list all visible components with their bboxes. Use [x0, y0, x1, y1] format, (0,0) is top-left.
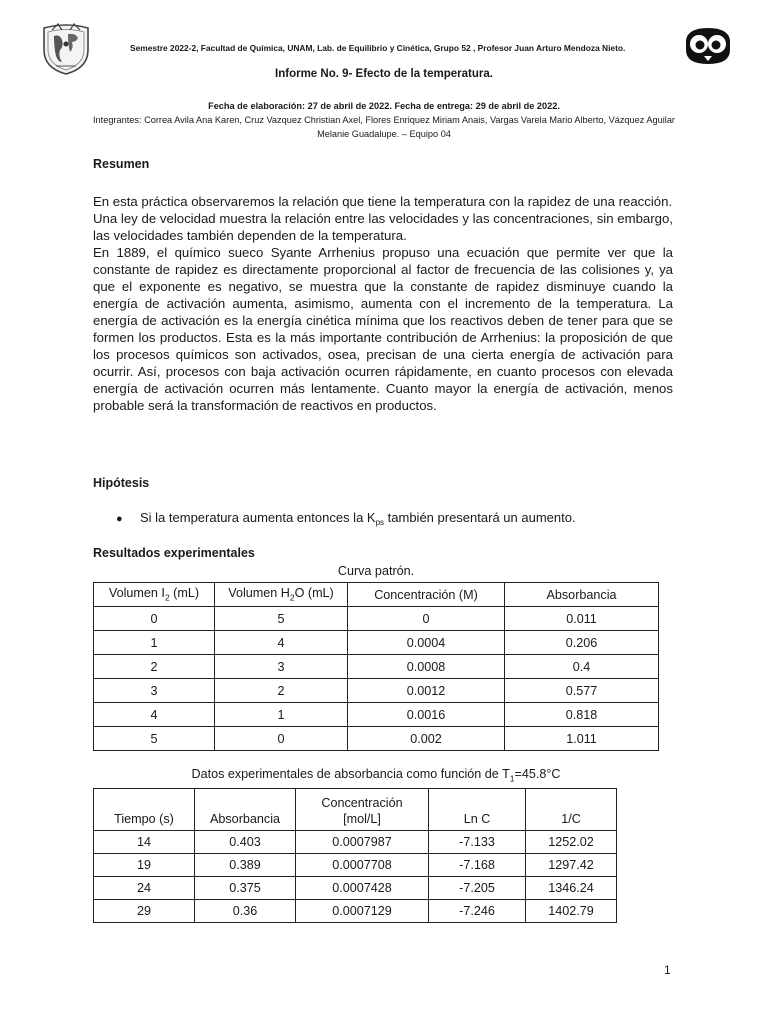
hipotesis-text-start: Si la temperatura aumenta entonces la: [140, 510, 367, 525]
column-header: Absorbancia: [195, 789, 296, 831]
table-cell: 4: [94, 703, 215, 727]
table-cell: 0.36: [195, 900, 296, 923]
column-header: Tiempo (s): [94, 789, 195, 831]
hipotesis-heading: Hipótesis: [93, 476, 150, 490]
table-cell: 0: [94, 607, 215, 631]
table-cell: 0.0007987: [296, 831, 429, 854]
table1-caption: Curva patrón.: [337, 564, 415, 578]
column-header: Absorbancia: [505, 583, 659, 607]
table-cell: 14: [94, 831, 195, 854]
table-cell: 3: [215, 655, 348, 679]
table2-caption: Datos experimentales de absorbancia como función de $T_1=45.8^\circ C$: [191, 767, 561, 784]
table-row: [94, 900, 617, 923]
hipotesis-item: [116, 510, 576, 527]
table-row: [94, 607, 659, 631]
kps-symbol: K: [366, 510, 376, 525]
table-cell: 0.002: [348, 727, 505, 751]
report-number: Informe No. 9: [275, 68, 349, 80]
table-cell: 1297.42: [526, 854, 617, 877]
column-header: Concentración (M): [348, 583, 505, 607]
table-cell: 0.0007428: [296, 877, 429, 900]
report-dates: Fecha de elaboración: 27 de abril de 2022. Fecha de entrega: 29 de abril de 2022.: [208, 101, 560, 111]
bullet-icon: ●: [116, 513, 123, 525]
table-cell: -7.246: [429, 900, 526, 923]
table-cell: 1: [94, 631, 215, 655]
table-cell: 0.0007708: [296, 854, 429, 877]
table-cell: 19: [94, 854, 195, 877]
table-cell: 0.577: [505, 679, 659, 703]
table-cell: 0.818: [505, 703, 659, 727]
column-header: Ln C: [429, 789, 526, 831]
table-cell: 0.0008: [348, 655, 505, 679]
table-cell: 0.0004: [348, 631, 505, 655]
table-cell: 0.0016: [348, 703, 505, 727]
hipotesis-text-end: también presentará un aumento.: [384, 510, 576, 525]
table-cell: 1402.79: [526, 900, 617, 923]
table-cell: 1.011: [505, 727, 659, 751]
resultados-heading: Resultados experimentales: [93, 546, 255, 560]
institution-header: Semestre 2022-2, Facultad de Química, UNAM, Lab. de Equilibrio y Cinética, Grupo 52 , Profesor Juan Arturo Mendoza Nieto.: [130, 43, 626, 53]
table-header-row: [94, 789, 617, 831]
table-cell: 2: [215, 679, 348, 703]
hipotesis-text: [140, 510, 576, 527]
column-header: Volumen $H_2O$ (mL): [215, 583, 348, 607]
table-cell: 24: [94, 877, 195, 900]
report-subject: - Efecto de la temperatura.: [348, 68, 493, 80]
table-row: [94, 727, 659, 751]
page-number: 1: [664, 963, 671, 977]
report-meta: [90, 99, 678, 141]
table-cell: 3: [94, 679, 215, 703]
table-cell: 0.011: [505, 607, 659, 631]
table-cell: 0: [215, 727, 348, 751]
resumen-paragraph: En esta práctica observaremos la relación que tiene la temperatura con la rapidez de una reacción.: [93, 194, 673, 209]
table-row: [94, 854, 617, 877]
resumen-paragraph: Una ley de velocidad muestra la relación entre las velocidades y las concentraciones, sin embargo, las velocidades también dependen de la temperatura.: [93, 211, 673, 243]
column-header: 1/C: [526, 789, 617, 831]
table-cell: -7.133: [429, 831, 526, 854]
table-cell: 0.0012: [348, 679, 505, 703]
table-row: [94, 631, 659, 655]
table-cell: 5: [215, 607, 348, 631]
resumen-body: [93, 193, 673, 414]
report-title: [0, 68, 768, 80]
table-row: [94, 877, 617, 900]
table-cell: 29: [94, 900, 195, 923]
table-cell: 0.389: [195, 854, 296, 877]
table-cell: -7.205: [429, 877, 526, 900]
table-cell: 0.375: [195, 877, 296, 900]
table-cell: 0.0007129: [296, 900, 429, 923]
table-cell: -7.168: [429, 854, 526, 877]
resumen-paragraph: En 1889, el químico sueco Syante Arrhenius propuso una ecuación que permite ver que la constante de rapidez es directamente proporcional al factor de frecuencia de las colisiones y, ya que el exponente es negativo, se muestra que la constante de rapidez disminuye cuando la energía de activación aumenta, asimismo, aumenta con el incremento de la temperatura. La energía de activación es la energía cinética mínima que los reactivos deben de tener para que se formen los productos. Esta es la más importante contribución de Arrhenius: la proposición de que los procesos químicos son activados, osea, precisan de una cierta energía de activación para ocurrir. Así, procesos con baja activación ocurren rápidamente, en cuanto procesos con elevada energía de activación ocurren más lentamente. Cuanto mayor la energía de activación, menos probable será la transformación de reactivos en productos.: [93, 245, 673, 413]
resumen-heading: Resumen: [93, 157, 150, 171]
curva-patron-table: [93, 582, 659, 751]
table-cell: 1: [215, 703, 348, 727]
table-cell: 4: [215, 631, 348, 655]
table-row: [94, 831, 617, 854]
owl-logo-icon: [682, 26, 734, 66]
table-cell: 1252.02: [526, 831, 617, 854]
column-header: Concentración [mol/L]: [296, 789, 429, 831]
table-row: [94, 679, 659, 703]
table-cell: 0: [348, 607, 505, 631]
table-cell: 1346.24: [526, 877, 617, 900]
absorbancia-table: [93, 788, 617, 923]
table-cell: 0.4: [505, 655, 659, 679]
column-header: Volumen $I_2$ (mL): [94, 583, 215, 607]
table-cell: 5: [94, 727, 215, 751]
table-row: [94, 655, 659, 679]
table-cell: 0.403: [195, 831, 296, 854]
table-cell: 2: [94, 655, 215, 679]
team-members: Integrantes: Correa Avila Ana Karen, Cruz Vazquez Christian Axel, Flores Enriquez Miriam Anais, Vargas Varela Mario Alberto, Vázquez Aguilar Melanie Guadalupe. – Equipo 04: [93, 115, 675, 139]
table-header-row: [94, 583, 659, 607]
kps-subscript: ps: [375, 518, 385, 527]
table-cell: 0.206: [505, 631, 659, 655]
table-row: [94, 703, 659, 727]
